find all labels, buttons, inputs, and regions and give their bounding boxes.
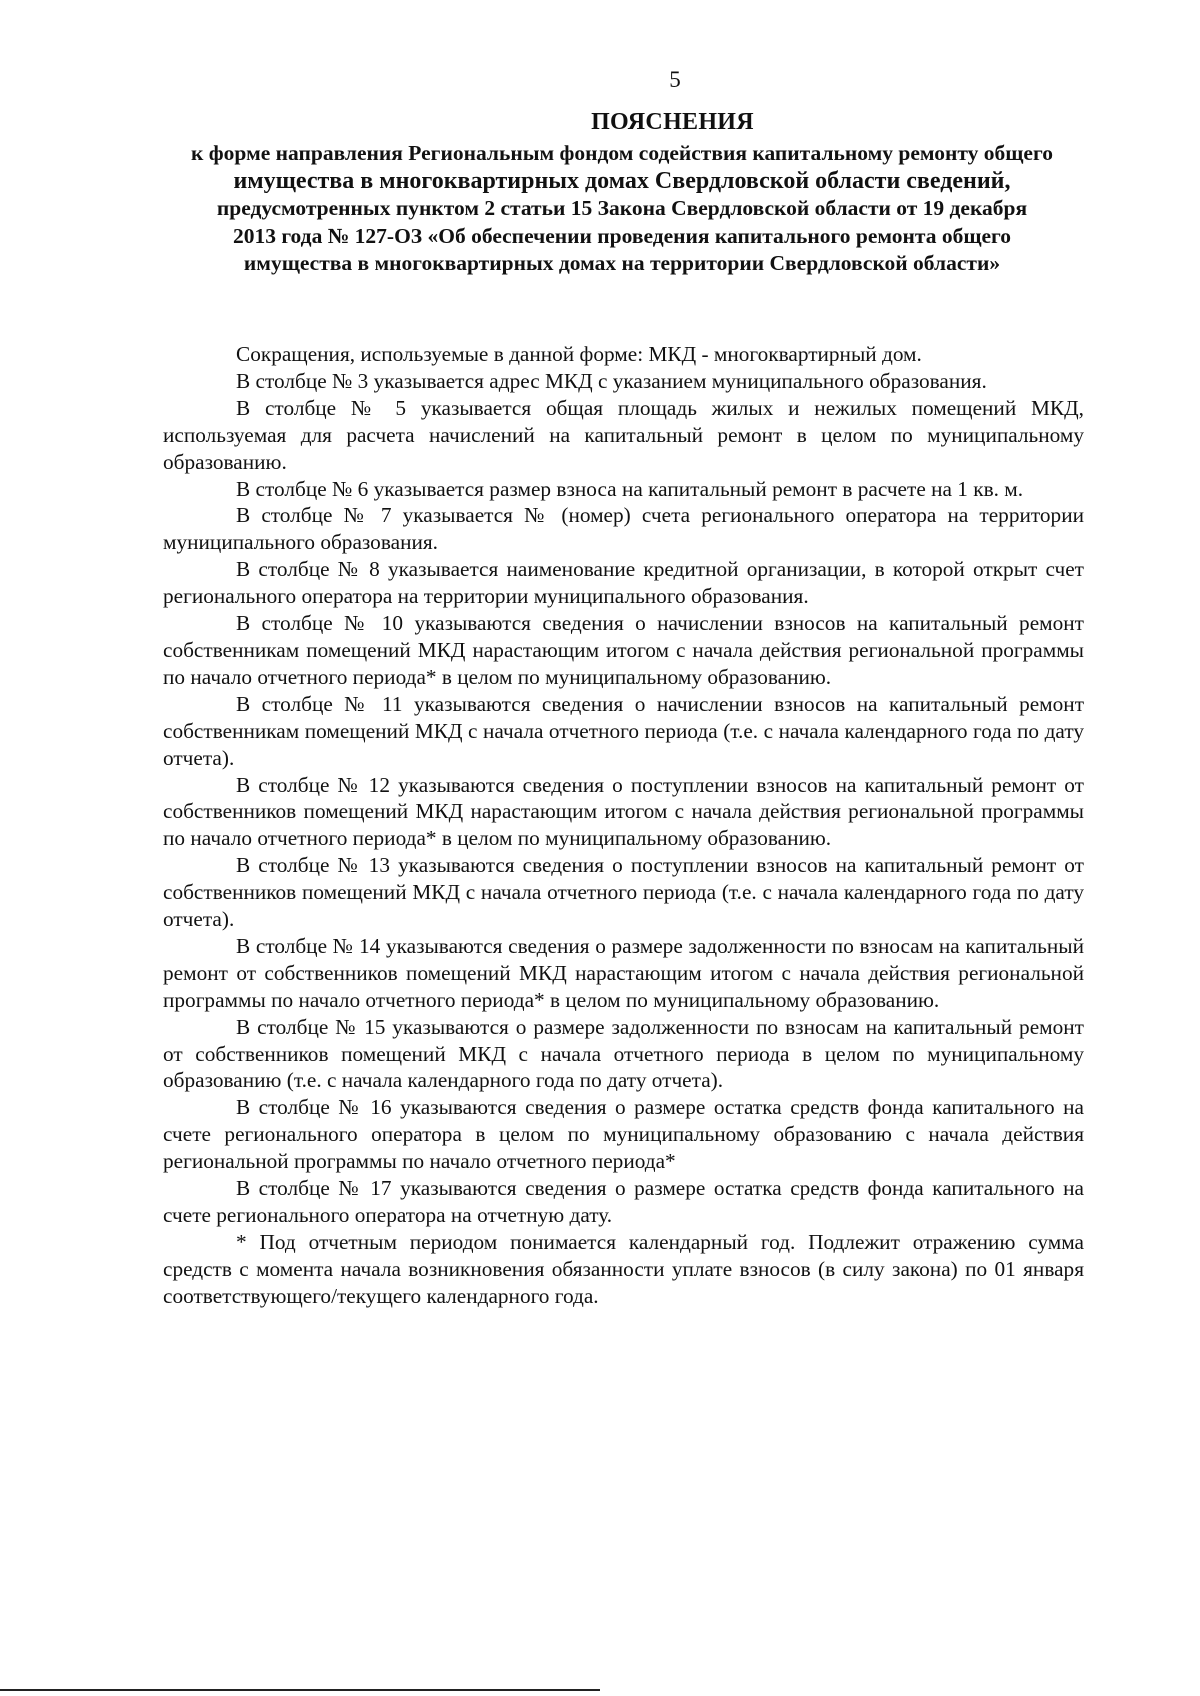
- paragraph-column-10: В столбце № 10 указываются сведения о начислении взносов на капитальный ремонт собственникам помещений МКД нарастающим итогом с начала действия региональной программы по начало отчетного периода* в целом по муниципальному образованию.: [163, 611, 1084, 689]
- subtitle-line: имущества в многоквартирных домах на территории Свердловской области»: [243, 251, 1001, 275]
- bottom-rule: [0, 1689, 600, 1691]
- paragraph-column-13: В столбце № 13 указываются сведения о поступлении взносов на капитальный ремонт от собственников помещений МКД с начала отчетного периода (т.е. с начала календарного года по дату отчета).: [163, 853, 1084, 932]
- paragraph-column-6: В столбце № 6 указывается размер взноса на капитальный ремонт в расчете на 1 кв. м.: [236, 476, 1024, 501]
- paragraph-column-14: В столбце № 14 указываются сведения о размере задолженности по взносам на капитальный ремонт от собственников помещений МКД нарастающим итогом с начала действия региональной программы по начало отчетного периода* в целом по муниципальному образованию.: [163, 933, 1084, 1012]
- document-title: ПОЯСНЕНИЯ: [591, 109, 754, 135]
- paragraph-column-17: В столбце № 17 указываются сведения о размере остатка средств фонда капитального на счете регионального оператора на отчетную дату.: [163, 1176, 1084, 1227]
- document-body: [163, 341, 1084, 1310]
- subtitle-line: имущества в многоквартирных домах Свердловской области сведений,: [233, 167, 1011, 194]
- paragraph-abbreviations: Сокращения, используемые в данной форме: МКД - многоквартирный дом.: [236, 342, 922, 366]
- document-subtitle: [162, 140, 1082, 278]
- subtitle-line: к форме направления Региональным фондом содействия капитальному ремонту общего: [191, 141, 1053, 165]
- subtitle-line: предусмотренных пунктом 2 статьи 15 Закона Свердловской области от 19 декабря: [216, 196, 1028, 220]
- paragraph-column-12: В столбце № 12 указываются сведения о поступлении взносов на капитальный ремонт от собственников помещений МКД нарастающим итогом с начала действия региональной программы по начало отчетного периода* в целом по муниципальному образованию.: [163, 772, 1084, 851]
- page-number: 5: [669, 67, 681, 92]
- paragraph-column-16: В столбце № 16 указываются сведения о размере остатка средств фонда капитального на счете регионального оператора в целом по муниципальному образованию с начала действия региональной программы по начало отчетного периода*: [163, 1095, 1084, 1174]
- paragraph-column-11: В столбце № 11 указываются сведения о начислении взносов на капитальный ремонт собственникам помещений МКД с начала отчетного периода (т.е. с начала календарного года по дату отчета).: [163, 691, 1084, 770]
- paragraph-column-15: В столбце № 15 указываются о размере задолженности по взносам на капитальный ремонт от собственников помещений МКД с начала отчетного периода в целом по муниципальному образованию (т.е. с начала календарного года по дату отчета).: [163, 1014, 1084, 1093]
- paragraph-footnote: * Под отчетным периодом понимается календарный год. Подлежит отражению сумма средств с момента начала возникновения обязанности уплате взносов (в силу закона) по 01 января соответствующего/текущего календарного года.: [163, 1229, 1084, 1308]
- subtitle-line: 2013 года № 127-ОЗ «Об обеспечении проведения капитального ремонта общего: [232, 223, 1012, 248]
- paragraph-column-8: В столбце № 8 указывается наименование кредитной организации, в которой открыт счет регионального оператора на территории муниципального образования.: [163, 557, 1084, 609]
- paragraph-column-5: В столбце № 5 указывается общая площадь жилых и нежилых помещений МКД, используемая для расчета начислений на капитальный ремонт в целом по муниципальному образованию.: [163, 395, 1084, 474]
- paragraph-column-3: В столбце № 3 указывается адрес МКД с указанием муниципального образования.: [236, 368, 987, 393]
- paragraph-column-7: В столбце № 7 указывается № (номер) счета регионального оператора на территории муниципального образования.: [163, 503, 1084, 555]
